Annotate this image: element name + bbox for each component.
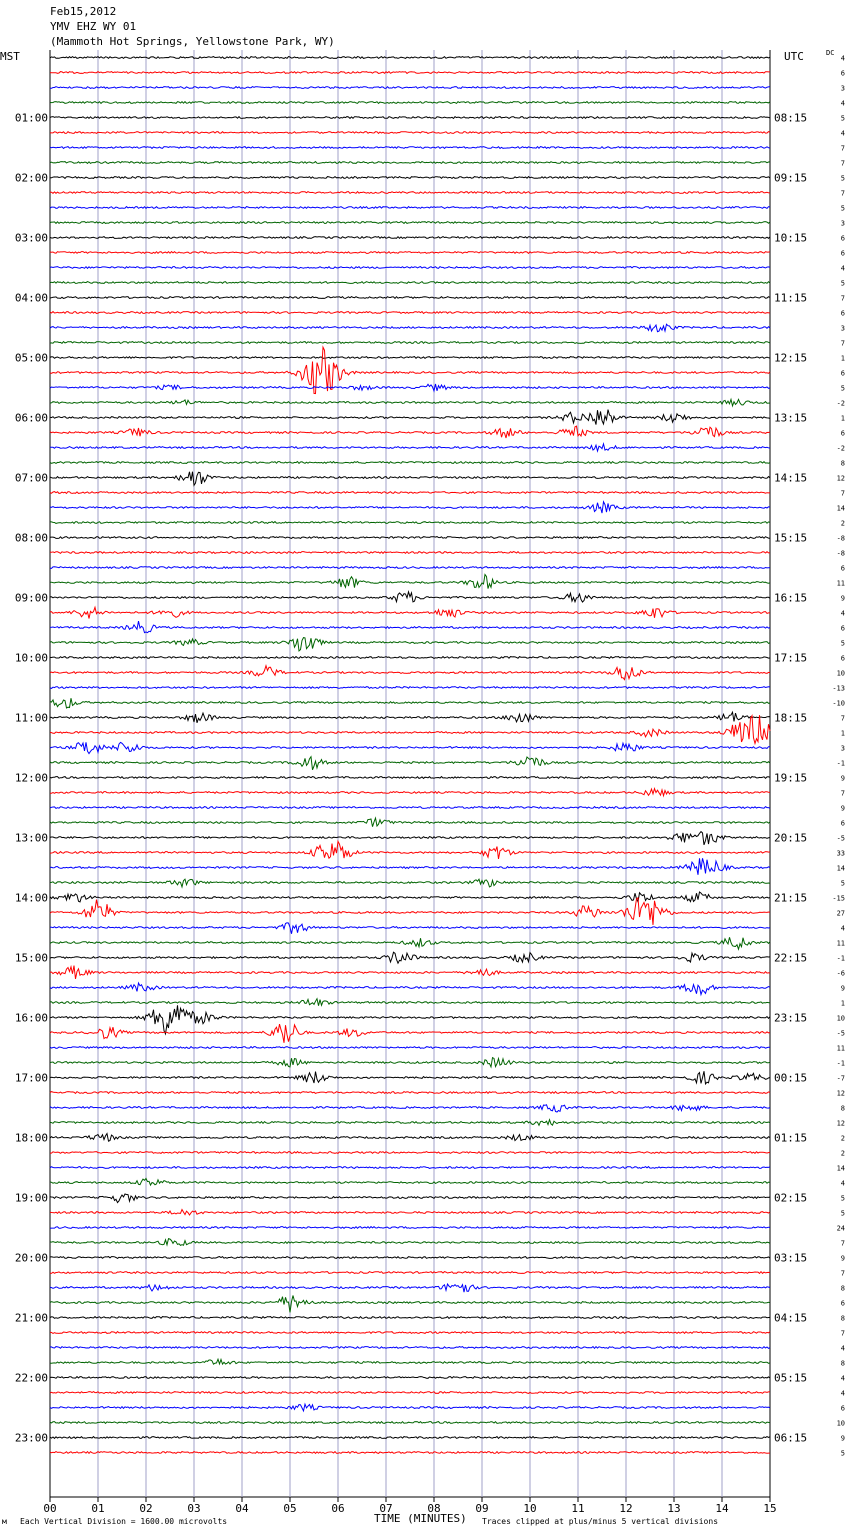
right-hour-label: 18:15 bbox=[774, 711, 808, 725]
left-hour-label: 12:00 bbox=[14, 771, 48, 785]
x-tick-label: 01 bbox=[91, 1502, 105, 1515]
left-hour-label: 10:00 bbox=[14, 651, 48, 665]
dc-offset-value: 6 bbox=[840, 234, 845, 243]
trace-line bbox=[50, 117, 770, 119]
trace-line bbox=[50, 999, 770, 1006]
left-hour-label: 20:00 bbox=[14, 1251, 48, 1265]
dc-offset-value: -5 bbox=[836, 834, 845, 843]
dc-offset-value: 7 bbox=[840, 159, 845, 168]
trace-line bbox=[50, 937, 770, 949]
dc-offset-value: 4 bbox=[840, 609, 845, 618]
trace-line bbox=[50, 502, 770, 513]
trace-line bbox=[50, 72, 770, 74]
trace-line bbox=[50, 789, 770, 796]
left-hour-label: 08:00 bbox=[14, 531, 48, 545]
dc-offset-value: 8 bbox=[840, 1284, 845, 1293]
scale-note: Each Vertical Division = 1600.00 microvolts bbox=[20, 1517, 228, 1526]
x-tick-label: 12 bbox=[619, 1502, 633, 1515]
trace-line bbox=[50, 1058, 770, 1067]
trace-line bbox=[50, 472, 770, 486]
dc-offset-value: 14 bbox=[836, 504, 845, 513]
trace-line bbox=[50, 1437, 770, 1439]
right-hour-label: 17:15 bbox=[774, 651, 808, 665]
dc-offset-value: -7 bbox=[836, 1074, 845, 1083]
dc-offset-value: 7 bbox=[840, 294, 845, 303]
left-hour-label: 18:00 bbox=[14, 1131, 48, 1145]
dc-offset-value: 11 bbox=[836, 1044, 845, 1053]
dc-offset-value: 9 bbox=[840, 594, 845, 603]
trace-line bbox=[50, 1332, 770, 1334]
trace-line bbox=[50, 267, 770, 269]
dc-offset-value: 7 bbox=[840, 789, 845, 798]
trace-line bbox=[50, 522, 770, 524]
trace-line bbox=[50, 1452, 770, 1454]
left-hour-label: 17:00 bbox=[14, 1071, 48, 1085]
dc-offset-value: 7 bbox=[840, 1329, 845, 1338]
trace-line bbox=[50, 698, 770, 708]
trace-line bbox=[50, 342, 770, 344]
plot-date: Feb15,2012 bbox=[50, 5, 117, 18]
trace-line bbox=[50, 952, 770, 963]
trace-line bbox=[50, 1120, 770, 1126]
trace-line bbox=[50, 575, 770, 589]
dc-offset-value: 2 bbox=[840, 519, 845, 528]
right-hour-label: 01:15 bbox=[774, 1131, 808, 1145]
trace-line bbox=[50, 832, 770, 845]
dc-offset-value: -1 bbox=[836, 1059, 845, 1068]
dc-offset-value: 9 bbox=[840, 774, 845, 783]
dc-offset-value: 3 bbox=[840, 324, 845, 333]
trace-line bbox=[50, 1317, 770, 1319]
trace-line bbox=[50, 592, 770, 602]
x-tick-label: 07 bbox=[379, 1502, 393, 1515]
right-hour-label: 06:15 bbox=[774, 1431, 808, 1445]
trace-line bbox=[50, 1239, 770, 1246]
left-hour-label: 09:00 bbox=[14, 591, 48, 605]
right-hour-label: 22:15 bbox=[774, 951, 808, 965]
trace-line bbox=[50, 777, 770, 779]
x-tick-label: 03 bbox=[187, 1502, 201, 1515]
dc-offset-value: 6 bbox=[840, 819, 845, 828]
left-hour-label: 11:00 bbox=[14, 711, 48, 725]
dc-offset-value: 4 bbox=[840, 1179, 845, 1188]
trace-line bbox=[50, 1194, 770, 1203]
dc-offset-value: 4 bbox=[840, 924, 845, 933]
dc-offset-value: 8 bbox=[840, 1104, 845, 1113]
trace-line bbox=[50, 1422, 770, 1424]
trace-line bbox=[50, 1047, 770, 1049]
trace-line bbox=[50, 324, 770, 332]
dc-offset-value: 6 bbox=[840, 564, 845, 573]
dc-offset-value: -1 bbox=[836, 954, 845, 963]
x-axis-label: TIME (MINUTES) bbox=[374, 1512, 467, 1525]
dc-offset-value: 12 bbox=[836, 1089, 845, 1098]
dc-offset-value: 1 bbox=[840, 354, 845, 363]
trace-line bbox=[50, 162, 770, 164]
trace-line bbox=[50, 357, 770, 359]
left-hour-label: 06:00 bbox=[14, 411, 48, 425]
dc-offset-value: 9 bbox=[840, 804, 845, 813]
right-hour-label: 13:15 bbox=[774, 411, 808, 425]
dc-offset-value: 11 bbox=[836, 939, 845, 948]
dc-offset-value: 5 bbox=[840, 384, 845, 393]
dc-offset-value: 7 bbox=[840, 189, 845, 198]
dc-offset-value: 14 bbox=[836, 1164, 845, 1173]
trace-line bbox=[50, 715, 770, 743]
dc-offset-value: -6 bbox=[836, 969, 845, 978]
dc-offset-value: -8 bbox=[836, 534, 845, 543]
dc-offset-value: 5 bbox=[840, 1209, 845, 1218]
dc-offset-value: 9 bbox=[840, 984, 845, 993]
x-tick-label: 09 bbox=[475, 1502, 489, 1515]
left-hour-label: 16:00 bbox=[14, 1011, 48, 1025]
trace-line bbox=[50, 207, 770, 209]
trace-line bbox=[50, 192, 770, 194]
trace-line bbox=[50, 147, 770, 149]
trace-line bbox=[50, 898, 770, 925]
right-timezone-label: UTC bbox=[784, 50, 804, 63]
dc-offset-value: 4 bbox=[840, 1389, 845, 1398]
right-hour-label: 03:15 bbox=[774, 1251, 808, 1265]
trace-line bbox=[50, 1392, 770, 1394]
left-hour-label: 02:00 bbox=[14, 171, 48, 185]
right-hour-label: 16:15 bbox=[774, 591, 808, 605]
dc-offset-value: 33 bbox=[836, 849, 845, 858]
dc-offset-value: 1 bbox=[840, 999, 845, 1008]
dc-offset-value: 24 bbox=[836, 1224, 845, 1233]
dc-offset-value: 5 bbox=[840, 879, 845, 888]
trace-line bbox=[50, 1227, 770, 1229]
trace-line bbox=[50, 657, 770, 659]
dc-offset-value: 4 bbox=[840, 1374, 845, 1383]
x-tick-label: 00 bbox=[43, 1502, 57, 1515]
x-tick-label: 11 bbox=[571, 1502, 585, 1515]
trace-line bbox=[50, 1257, 770, 1259]
left-hour-label: 19:00 bbox=[14, 1191, 48, 1205]
dc-offset-value: 2 bbox=[840, 1149, 845, 1158]
dc-offset-value: -1 bbox=[836, 759, 845, 768]
trace-line bbox=[50, 492, 770, 494]
trace-line bbox=[50, 966, 770, 979]
trace-line bbox=[50, 742, 770, 753]
dc-offset-value: 7 bbox=[840, 714, 845, 723]
dc-offset-value: 11 bbox=[836, 579, 845, 588]
trace-line bbox=[50, 384, 770, 391]
trace-line bbox=[50, 1210, 770, 1216]
left-hour-label: 13:00 bbox=[14, 831, 48, 845]
dc-offset-value: 6 bbox=[840, 624, 845, 633]
x-tick-label: 08 bbox=[427, 1502, 441, 1515]
left-hour-label: 04:00 bbox=[14, 291, 48, 305]
x-tick-label: 10 bbox=[523, 1502, 537, 1515]
trace-line bbox=[50, 712, 770, 723]
dc-offset-value: 6 bbox=[840, 1404, 845, 1413]
dc-offset-value: 8 bbox=[840, 1359, 845, 1368]
dc-offset-value: 10 bbox=[836, 1419, 845, 1428]
trace-line bbox=[50, 621, 770, 633]
trace-line bbox=[50, 1178, 770, 1185]
dc-offset-value: 6 bbox=[840, 249, 845, 258]
left-hour-label: 03:00 bbox=[14, 231, 48, 245]
dc-offset-value: 5 bbox=[840, 1194, 845, 1203]
left-hour-label: 23:00 bbox=[14, 1431, 48, 1445]
right-hour-label: 15:15 bbox=[774, 531, 808, 545]
dc-offset-value: -15 bbox=[832, 894, 845, 903]
trace-line bbox=[50, 666, 770, 680]
x-tick-label: 04 bbox=[235, 1502, 249, 1515]
trace-line bbox=[50, 1404, 770, 1411]
right-hour-label: 12:15 bbox=[774, 351, 808, 365]
trace-line bbox=[50, 252, 770, 254]
trace-line bbox=[50, 1347, 770, 1349]
dc-offset-value: 7 bbox=[840, 1239, 845, 1248]
trace-line bbox=[50, 1272, 770, 1274]
dc-offset-value: 2 bbox=[840, 1134, 845, 1143]
dc-offset-value: 3 bbox=[840, 744, 845, 753]
dc-offset-value: 6 bbox=[840, 429, 845, 438]
corner-mark: м bbox=[2, 1517, 7, 1526]
dc-offset-value: 4 bbox=[840, 99, 845, 108]
dc-offset-value: 5 bbox=[840, 204, 845, 213]
dc-offset-value: 6 bbox=[840, 69, 845, 78]
trace-line bbox=[50, 462, 770, 464]
dc-offset-value: 5 bbox=[840, 639, 845, 648]
x-tick-label: 05 bbox=[283, 1502, 297, 1515]
trace-line bbox=[50, 687, 770, 689]
trace-line bbox=[50, 638, 770, 651]
dc-offset-value: 9 bbox=[840, 1434, 845, 1443]
dc-offset-value: 6 bbox=[840, 1299, 845, 1308]
left-hour-label: 05:00 bbox=[14, 351, 48, 365]
trace-line bbox=[50, 297, 770, 299]
trace-line bbox=[50, 87, 770, 89]
x-tick-label: 13 bbox=[667, 1502, 681, 1515]
left-hour-label: 21:00 bbox=[14, 1311, 48, 1325]
x-tick-label: 14 bbox=[715, 1502, 729, 1515]
right-hour-label: 20:15 bbox=[774, 831, 808, 845]
dc-offset-value: 3 bbox=[840, 84, 845, 93]
station-location: (Mammoth Hot Springs, Yellowstone Park, WY) bbox=[50, 35, 335, 48]
trace-line bbox=[50, 1296, 770, 1313]
trace-line bbox=[50, 222, 770, 224]
trace-line bbox=[50, 1284, 770, 1292]
trace-line bbox=[50, 1092, 770, 1094]
trace-line bbox=[50, 410, 770, 425]
left-hour-label: 14:00 bbox=[14, 891, 48, 905]
left-hour-label: 01:00 bbox=[14, 111, 48, 125]
right-hour-label: 21:15 bbox=[774, 891, 808, 905]
dc-offset-value: 5 bbox=[840, 174, 845, 183]
right-hour-label: 14:15 bbox=[774, 471, 808, 485]
dc-offset-value: 4 bbox=[840, 129, 845, 138]
clip-note: Traces clipped at plus/minus 5 vertical divisions bbox=[482, 1517, 719, 1526]
dc-offset-value: 12 bbox=[836, 474, 845, 483]
dc-offset-value: 7 bbox=[840, 489, 845, 498]
trace-line bbox=[50, 282, 770, 284]
left-timezone-label: MST bbox=[0, 50, 20, 63]
right-hour-label: 10:15 bbox=[774, 231, 808, 245]
right-hour-label: 05:15 bbox=[774, 1371, 808, 1385]
trace-line bbox=[50, 426, 770, 438]
dc-offset-value: 7 bbox=[840, 339, 845, 348]
trace-line bbox=[50, 858, 770, 875]
dc-offset-value: 4 bbox=[840, 54, 845, 63]
trace-line bbox=[50, 1359, 770, 1364]
dc-offset-value: -8 bbox=[836, 549, 845, 558]
trace-line bbox=[50, 399, 770, 406]
trace-line bbox=[50, 177, 770, 179]
trace-line bbox=[50, 1105, 770, 1112]
left-hour-label: 15:00 bbox=[14, 951, 48, 965]
trace-line bbox=[50, 132, 770, 134]
dc-offset-value: 4 bbox=[840, 264, 845, 273]
station-code: YMV EHZ WY 01 bbox=[50, 20, 137, 33]
trace-line bbox=[50, 57, 770, 59]
trace-line bbox=[50, 444, 770, 451]
trace-line bbox=[50, 1152, 770, 1154]
dc-offset-value: -13 bbox=[832, 684, 845, 693]
dc-offset-value: -10 bbox=[832, 699, 845, 708]
dc-offset-value: 7 bbox=[840, 144, 845, 153]
trace-line bbox=[50, 1005, 770, 1034]
trace-line bbox=[50, 923, 770, 934]
trace-line bbox=[50, 818, 770, 827]
trace-line bbox=[50, 841, 770, 859]
trace-line bbox=[50, 1167, 770, 1169]
dc-offset-value: 14 bbox=[836, 864, 845, 873]
right-hour-label: 19:15 bbox=[774, 771, 808, 785]
dc-offset-value: 8 bbox=[840, 1314, 845, 1323]
right-hour-label: 04:15 bbox=[774, 1311, 808, 1325]
x-tick-label: 02 bbox=[139, 1502, 153, 1515]
dc-offset-value: 12 bbox=[836, 1119, 845, 1128]
trace-line bbox=[50, 312, 770, 314]
trace-line bbox=[50, 567, 770, 569]
trace-line bbox=[50, 892, 770, 902]
dc-offset-value: -5 bbox=[836, 1029, 845, 1038]
dc-offset-value: 5 bbox=[840, 1449, 845, 1458]
trace-line bbox=[50, 879, 770, 887]
x-tick-label: 06 bbox=[331, 1502, 345, 1515]
dc-offset-value: 10 bbox=[836, 669, 845, 678]
trace-line bbox=[50, 1071, 770, 1084]
left-hour-label: 07:00 bbox=[14, 471, 48, 485]
trace-line bbox=[50, 807, 770, 809]
left-hour-label: 22:00 bbox=[14, 1371, 48, 1385]
dc-offset-value: 6 bbox=[840, 369, 845, 378]
trace-line bbox=[50, 102, 770, 104]
trace-line bbox=[50, 537, 770, 539]
dc-offset-header: DC bbox=[826, 49, 835, 57]
dc-offset-value: -2 bbox=[836, 444, 845, 453]
trace-line bbox=[50, 237, 770, 239]
right-hour-label: 02:15 bbox=[774, 1191, 808, 1205]
trace-line bbox=[50, 1024, 770, 1043]
dc-offset-value: 1 bbox=[840, 414, 845, 423]
dc-offset-value: 1 bbox=[840, 729, 845, 738]
dc-offset-value: 9 bbox=[840, 1254, 845, 1263]
dc-offset-value: -2 bbox=[836, 399, 845, 408]
trace-line bbox=[50, 1134, 770, 1142]
trace-line bbox=[50, 1377, 770, 1379]
trace-line bbox=[50, 552, 770, 554]
dc-offset-value: 10 bbox=[836, 1014, 845, 1023]
right-hour-label: 00:15 bbox=[774, 1071, 808, 1085]
right-hour-label: 09:15 bbox=[774, 171, 808, 185]
dc-offset-value: 27 bbox=[836, 909, 845, 918]
dc-offset-value: 5 bbox=[840, 279, 845, 288]
dc-offset-value: 6 bbox=[840, 654, 845, 663]
right-hour-label: 08:15 bbox=[774, 111, 808, 125]
right-hour-label: 11:15 bbox=[774, 291, 808, 305]
trace-line bbox=[50, 983, 770, 995]
dc-offset-value: 3 bbox=[840, 219, 845, 228]
dc-offset-value: 8 bbox=[840, 459, 845, 468]
dc-offset-value: 6 bbox=[840, 309, 845, 318]
dc-offset-value: 7 bbox=[840, 1269, 845, 1278]
dc-offset-value: 5 bbox=[840, 114, 845, 123]
dc-offset-value: 4 bbox=[840, 1344, 845, 1353]
trace-line bbox=[50, 607, 770, 618]
right-hour-label: 23:15 bbox=[774, 1011, 808, 1025]
trace-line bbox=[50, 757, 770, 770]
x-tick-label: 15 bbox=[763, 1502, 777, 1515]
